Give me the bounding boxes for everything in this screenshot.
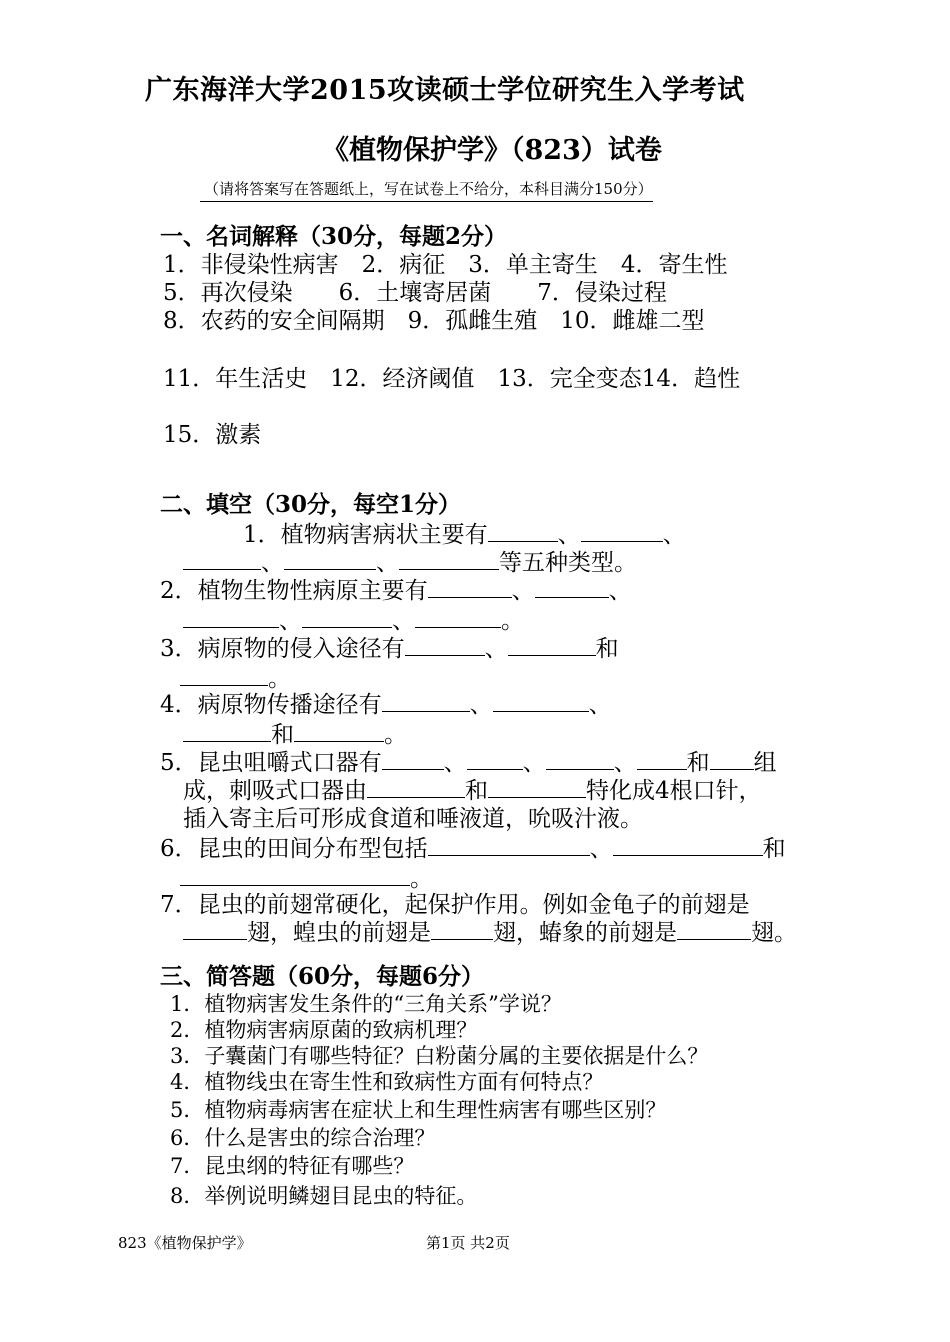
fill-q2-line1: 2．植物生物性病原主要有 、 、 bbox=[160, 572, 632, 605]
footer-course: 823《植物保护学》 bbox=[118, 1234, 252, 1252]
blank[interactable] bbox=[183, 917, 247, 940]
blank[interactable] bbox=[710, 747, 754, 770]
blank[interactable] bbox=[183, 719, 271, 742]
fill-q5-line2: 成，刺吸式口器由 和 特化成4根口针， bbox=[183, 772, 762, 805]
term-line-5: 15．激素 bbox=[163, 422, 262, 448]
section2-heading: 二、填空（30分，每空1分） bbox=[160, 491, 462, 518]
fill-q4-line1: 4．病原物传播途径有 、 、 bbox=[160, 686, 612, 719]
term-line-2: 5．再次侵染 6．土壤寄居菌 7．侵染过程 bbox=[163, 280, 667, 306]
blank[interactable] bbox=[428, 833, 590, 856]
blank[interactable] bbox=[302, 605, 392, 628]
blank[interactable] bbox=[183, 547, 261, 570]
blank[interactable] bbox=[581, 519, 663, 542]
blank[interactable] bbox=[488, 519, 558, 542]
question-3: 3．子囊菌门有哪些特征？白粉菌分属的主要依据是什么？ bbox=[170, 1044, 709, 1068]
fill-q1-line1: 1．植物病害病状主要有 、 、 bbox=[243, 516, 686, 549]
blank[interactable] bbox=[428, 575, 512, 598]
question-2: 2．植物病害病原菌的致病机理？ bbox=[170, 1018, 478, 1042]
blank[interactable] bbox=[382, 747, 444, 770]
fill-q6-line2: 。 bbox=[180, 860, 433, 893]
footer-page-number: 第1页 共2页 bbox=[426, 1234, 510, 1252]
blank[interactable] bbox=[488, 775, 586, 798]
blank[interactable] bbox=[613, 833, 763, 856]
question-1: 1．植物病害发生条件的“三角关系”学说？ bbox=[170, 992, 562, 1016]
fill-q7-line2: 翅，蝗虫的前翅是 翅，蝽象的前翅是 翅。 bbox=[183, 914, 797, 947]
fill-q5-line1: 5．昆虫咀嚼式口器有 、 、 、 和 组 bbox=[160, 744, 777, 777]
fill-q4-line2: 和 。 bbox=[183, 716, 407, 749]
question-6: 6．什么是害虫的综合治理？ bbox=[170, 1126, 436, 1150]
blank[interactable] bbox=[467, 747, 523, 770]
blank[interactable] bbox=[180, 863, 410, 886]
fill-q3-line2: 。 bbox=[180, 660, 291, 693]
blank[interactable] bbox=[508, 633, 596, 656]
term-line-4: 11．年生活史 12．经济阈值 13．完全变态14．趋性 bbox=[163, 366, 741, 392]
question-4: 4．植物线虫在寄生性和致病性方面有何特点？ bbox=[170, 1070, 604, 1094]
blank[interactable] bbox=[677, 917, 751, 940]
blank[interactable] bbox=[399, 547, 499, 570]
blank[interactable] bbox=[284, 547, 376, 570]
fill-q2-line2: 、 、 。 bbox=[183, 602, 524, 635]
blank[interactable] bbox=[367, 775, 465, 798]
blank[interactable] bbox=[415, 605, 501, 628]
blank[interactable] bbox=[382, 689, 470, 712]
term-line-1: 1．非侵染性病害 2．病征 3．单主寄生 4．寄生性 bbox=[163, 252, 728, 278]
blank[interactable] bbox=[637, 747, 687, 770]
fill-q6-line1: 6．昆虫的田间分布型包括 、 和 bbox=[160, 830, 786, 863]
question-5: 5．植物病毒病害在症状上和生理性病害有哪些区别？ bbox=[170, 1098, 667, 1122]
question-7: 7．昆虫纲的特征有哪些？ bbox=[170, 1154, 415, 1178]
blank[interactable] bbox=[294, 719, 384, 742]
question-8: 8．举例说明鳞翅目昆虫的特征。 bbox=[170, 1184, 478, 1208]
blank[interactable] bbox=[535, 575, 609, 598]
exam-subtitle: 《植物保护学》（823）试卷 bbox=[322, 135, 662, 166]
section3-heading: 三、简答题（60分，每题6分） bbox=[160, 963, 485, 990]
term-line-3: 8．农药的安全间隔期 9．孤雌生殖 10．雌雄二型 bbox=[163, 308, 705, 334]
blank[interactable] bbox=[431, 917, 493, 940]
fill-q1-line2: 、 、 等五种类型。 bbox=[183, 544, 637, 577]
blank[interactable] bbox=[180, 663, 268, 686]
blank[interactable] bbox=[493, 689, 589, 712]
blank[interactable] bbox=[546, 747, 614, 770]
exam-title: 广东海洋大学2015攻读硕士学位研究生入学考试 bbox=[145, 75, 745, 106]
blank[interactable] bbox=[405, 633, 485, 656]
fill-q5-line3: 插入寄主后可形成食道和唾液道，吮吸汁液。 bbox=[183, 806, 643, 832]
blank[interactable] bbox=[183, 605, 279, 628]
exam-note: （请将答案写在答题纸上，写在试卷上不给分，本科目满分150分） bbox=[200, 178, 653, 202]
fill-q3-line1: 3．病原物的侵入途径有 、 和 bbox=[160, 630, 619, 663]
section1-heading: 一、名词解释（30分，每题2分） bbox=[160, 223, 508, 250]
fill-q7-line1: 7．昆虫的前翅常硬化，起保护作用。例如金龟子的前翅是 bbox=[160, 892, 750, 918]
